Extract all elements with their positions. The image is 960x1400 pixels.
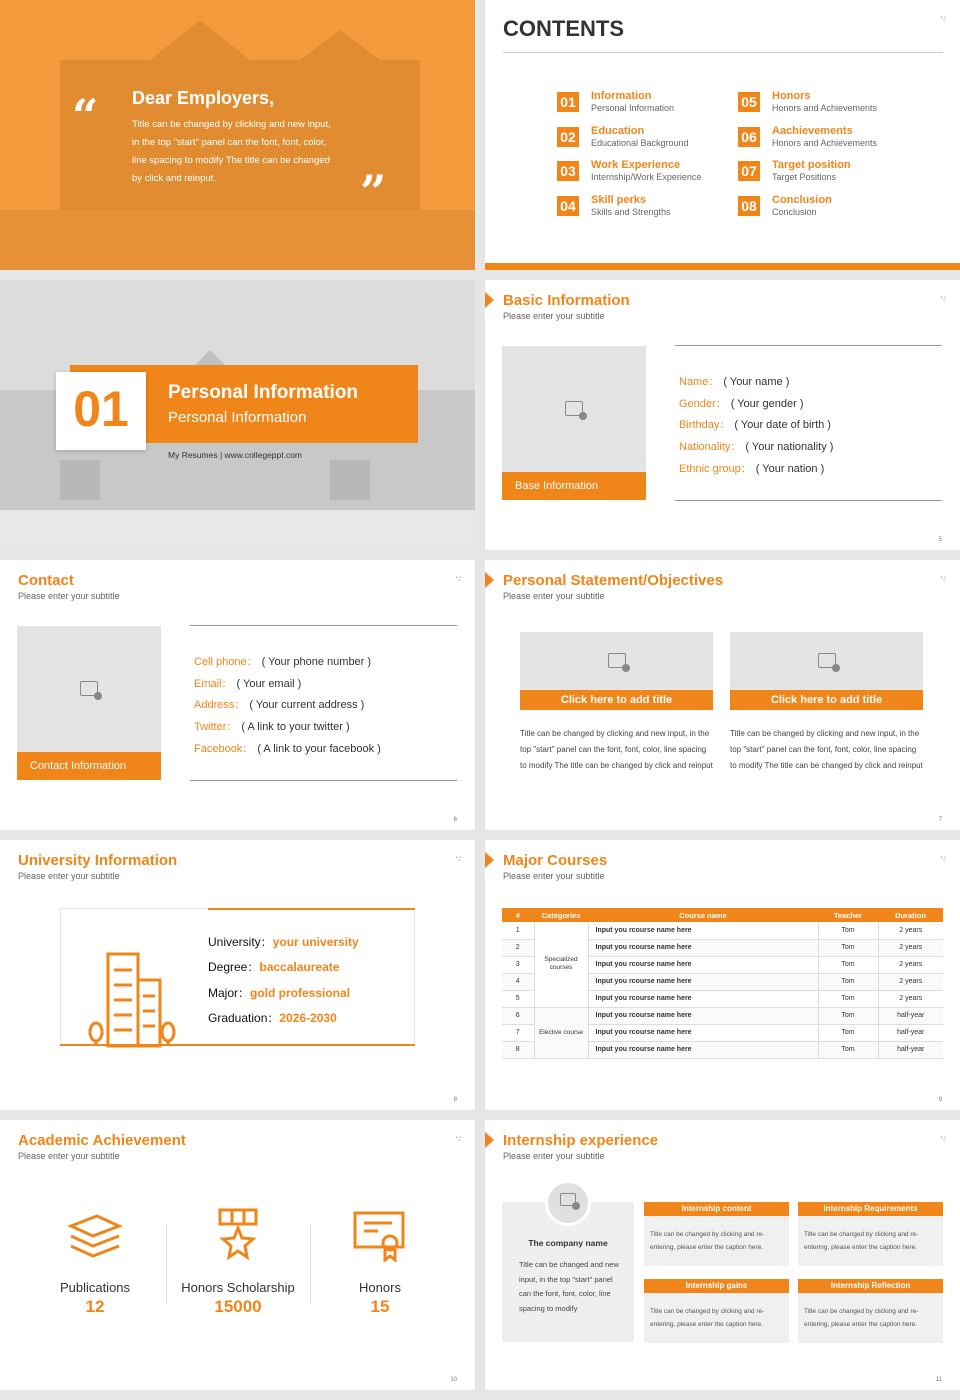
quote-open-icon: “ xyxy=(72,89,99,143)
image-icon xyxy=(608,653,626,668)
table-row xyxy=(502,1007,943,1024)
contents-number: 05 xyxy=(738,92,760,112)
field-row xyxy=(679,437,859,459)
logo: ▲ ▪▪ ▪▪▪ xyxy=(940,15,946,22)
row-number: 8 xyxy=(502,1041,534,1058)
table-header-cell: Duration xyxy=(878,908,943,922)
duration-cell: 2 years xyxy=(878,973,943,990)
title-arrow-icon xyxy=(485,572,494,588)
field-label: Name： xyxy=(679,376,720,388)
contents-item-title[interactable]: Aachievements xyxy=(772,124,853,137)
card-title-bar[interactable]: Click here to add title xyxy=(520,690,713,710)
slide-personal-statement xyxy=(485,560,960,830)
contents-item-sub: Skills and Strengths xyxy=(591,206,671,217)
slide-subtitle: Please enter your subtitle xyxy=(503,311,605,321)
duration-cell: half-year xyxy=(878,1041,943,1058)
card-text: Title can be changed by clicking and new input, in the top "start" panel can the font, font, color, line spacing to modify The title can be changed by click and reinput xyxy=(520,729,713,770)
contents-item-sub: Target Positions xyxy=(772,172,837,182)
slide-title: Major Courses xyxy=(503,852,608,869)
row-number: 6 xyxy=(502,1007,534,1024)
university-value[interactable]: gold professional xyxy=(250,985,351,1000)
duration-cell: half-year xyxy=(878,1007,943,1024)
page-number: 7 xyxy=(938,817,942,823)
field-value[interactable]: ( Your nation ) xyxy=(755,462,825,475)
field-label: Address： xyxy=(194,699,246,712)
contents-item-sub: Conclusion xyxy=(772,206,817,217)
contents-number: 07 xyxy=(738,161,760,181)
slide-major-courses xyxy=(485,840,960,1110)
contents-item-sub: Honors and Achievements xyxy=(772,103,878,113)
page-number: 11 xyxy=(935,1377,942,1383)
contents-item-sub: Internship/Work Experience xyxy=(591,172,702,182)
course-name-cell[interactable]: Input you rcourse name here xyxy=(588,990,818,1007)
title-arrow-icon xyxy=(485,1132,494,1148)
course-name-cell[interactable]: Input you rcourse name here xyxy=(588,973,818,990)
stat-value: 12 xyxy=(85,1297,105,1316)
duration-cell: 2 years xyxy=(878,939,943,956)
intern-box-text: Title can be changed by clicking and re-entering, please enter the caption here. xyxy=(804,1308,919,1328)
intern-box-text: Title can be changed by clicking and re-entering, please enter the caption here. xyxy=(650,1231,765,1251)
field-label: Email： xyxy=(194,677,233,690)
university-label: University： xyxy=(208,935,273,949)
field-label: Ethnic group： xyxy=(679,462,752,475)
field-label: Gender： xyxy=(679,397,727,410)
field-label: Facebook： xyxy=(194,742,254,755)
contents-item-title[interactable]: Conclusion xyxy=(772,193,832,206)
logo: ▲ ▪▪ ▪▪▪ xyxy=(940,855,946,862)
contents-item-title[interactable]: Education xyxy=(591,124,645,137)
line xyxy=(675,345,942,346)
section-title: Personal Information xyxy=(168,382,359,403)
course-table xyxy=(502,908,943,1059)
contents-title: CONTENTS xyxy=(503,16,624,41)
teacher-cell: Tom xyxy=(818,1007,878,1024)
logo: ▲ ▪▪ ▪▪▪ xyxy=(940,1135,946,1142)
university-top-line xyxy=(208,908,415,910)
contents-item-sub: Personal Information xyxy=(591,103,675,113)
slide-section-01 xyxy=(0,280,475,550)
image-icon xyxy=(818,653,836,668)
section-number: 01 xyxy=(73,381,129,437)
line xyxy=(190,780,457,781)
logo: ▲ ▪▪ ▪▪▪ xyxy=(940,575,946,582)
card-text: Title can be changed by clicking and new input, in the top "start" panel can the font, font, color, line spacing to modify The title can be changed by click and reinput xyxy=(730,729,923,770)
field-value[interactable]: ( A link to your twitter ) xyxy=(241,721,350,734)
logo: ▲ ▪▪ ▪▪▪ xyxy=(455,1135,461,1142)
slide-dear-employers xyxy=(0,0,475,270)
slide-subtitle: Please enter your subtitle xyxy=(503,591,605,601)
row-number: 3 xyxy=(502,956,534,973)
certificate-icon xyxy=(352,1210,408,1262)
field-value[interactable]: ( Your nationality ) xyxy=(745,441,834,454)
section-footer: My Resumes | www.collegeppt.com xyxy=(168,450,303,460)
title-arrow-icon xyxy=(485,852,494,868)
courses-table xyxy=(502,908,943,1059)
field-value[interactable]: ( Your date of birth ) xyxy=(734,419,831,432)
contact-fields xyxy=(194,652,464,761)
duration-cell: 2 years xyxy=(878,990,943,1007)
university-label: Major： xyxy=(208,985,251,1000)
university-row xyxy=(208,930,428,955)
slide-title: Contact xyxy=(18,572,74,589)
university-value[interactable]: baccalaureate xyxy=(259,960,340,975)
intern-box-title[interactable]: Internship gains xyxy=(644,1279,789,1293)
s1-heading: Dear Employers, xyxy=(132,88,275,108)
contents-item-title[interactable]: Information xyxy=(591,90,652,102)
bottom-bar xyxy=(485,263,960,270)
row-number: 5 xyxy=(502,990,534,1007)
image-icon xyxy=(565,401,583,416)
intern-box-text: Title can be changed by clicking and re-entering, please enter the caption here. xyxy=(650,1308,765,1328)
logo: ▲ ▪▪ ▪▪▪ xyxy=(455,855,461,862)
table-header-cell: # xyxy=(502,908,534,922)
medal-icon xyxy=(216,1208,260,1264)
stat-label: Honors xyxy=(359,1280,401,1295)
intern-box-title[interactable]: Internship Reflection xyxy=(798,1279,943,1293)
field-value[interactable]: ( Your name ) xyxy=(723,376,790,388)
line xyxy=(190,625,457,626)
slide-subtitle: Please enter your subtitle xyxy=(503,1151,605,1161)
university-row xyxy=(208,955,428,980)
intern-box-title[interactable]: Internship Requirements xyxy=(798,1202,943,1216)
company-name: The company name xyxy=(528,1238,608,1248)
duration-cell: 2 years xyxy=(878,956,943,973)
course-name-cell[interactable]: Input you rcourse name here xyxy=(588,1024,818,1041)
slide-contents xyxy=(485,0,960,270)
teacher-cell: Tom xyxy=(818,1024,878,1041)
field-value[interactable]: ( Your gender ) xyxy=(730,397,804,410)
university-bottom-line xyxy=(60,1044,415,1046)
teacher-cell: Tom xyxy=(818,973,878,990)
university-value[interactable]: your university xyxy=(272,935,359,949)
university-rows xyxy=(208,930,428,1031)
duration-cell: half-year xyxy=(878,1024,943,1041)
contents-number: 02 xyxy=(557,127,579,147)
slide-academic-achievement xyxy=(0,1120,475,1390)
field-label: Birthday： xyxy=(679,419,731,432)
quote-close-icon: ” xyxy=(360,165,387,219)
page-number: 10 xyxy=(450,1377,457,1383)
contents-item-title[interactable]: Honors xyxy=(772,90,811,102)
slide-title: Academic Achievement xyxy=(18,1132,186,1149)
field-row xyxy=(194,652,464,674)
contents-number: 01 xyxy=(557,92,579,112)
slide-title: Personal Statement/Objectives xyxy=(503,572,724,589)
university-row xyxy=(208,981,428,1006)
basic-fields xyxy=(679,372,859,481)
contents-item-sub: Educational Background xyxy=(591,137,689,148)
field-label: Twitter： xyxy=(194,721,238,734)
table-header-row xyxy=(502,908,943,922)
field-row xyxy=(679,394,859,416)
contents-item-title[interactable]: Skill perks xyxy=(591,193,647,206)
table-header-cell: Course name xyxy=(588,908,818,922)
field-row xyxy=(679,459,859,481)
course-name-cell[interactable]: Input you rcourse name here xyxy=(588,922,818,939)
title-arrow-icon xyxy=(485,292,494,308)
contents-number: 03 xyxy=(557,161,579,181)
slide-subtitle: Please enter your subtitle xyxy=(503,871,605,881)
stat-value: 15 xyxy=(370,1297,390,1316)
image-icon xyxy=(80,681,98,696)
teacher-cell: Tom xyxy=(818,939,878,956)
row-number: 7 xyxy=(502,1024,534,1041)
course-name-cell[interactable]: Input you rcourse name here xyxy=(588,1007,818,1024)
category-cell: Elective course xyxy=(534,1007,588,1058)
table-row xyxy=(502,922,943,939)
teacher-cell: Tom xyxy=(818,922,878,939)
card-title-bar[interactable]: Click here to add title xyxy=(730,690,923,710)
slide-title: Basic Information xyxy=(503,292,630,309)
field-row xyxy=(679,415,859,437)
slide-internship-experience xyxy=(485,1120,960,1390)
slide-subtitle: Please enter your subtitle xyxy=(18,1151,120,1161)
photo-caption-bar: Contact Information xyxy=(17,752,161,780)
contents-item-title[interactable]: Target position xyxy=(772,159,851,171)
page-number: 5 xyxy=(938,537,942,543)
university-row xyxy=(208,1006,428,1031)
page-number: 9 xyxy=(938,1097,942,1103)
intern-box-title[interactable]: Internship content xyxy=(644,1202,789,1216)
field-label: Nationality： xyxy=(679,441,742,454)
row-number: 4 xyxy=(502,973,534,990)
contents-item-title[interactable]: Work Experience xyxy=(591,159,681,171)
table-header-cell: Categories xyxy=(534,908,588,922)
field-value[interactable]: ( Your email ) xyxy=(236,677,302,690)
course-name-cell[interactable]: Input you rcourse name here xyxy=(588,939,818,956)
field-label: Cell phone： xyxy=(194,656,258,668)
slide-subtitle: Please enter your subtitle xyxy=(18,591,120,601)
teacher-cell: Tom xyxy=(818,1041,878,1058)
field-value[interactable]: ( Your phone number ) xyxy=(261,656,372,668)
field-value[interactable]: ( A link to your facebook ) xyxy=(257,742,381,755)
page-number: 8 xyxy=(453,1097,457,1103)
contents-item-sub: Honors and Achievements xyxy=(772,137,878,148)
slide-title: Internship experience xyxy=(503,1132,659,1149)
university-label: Graduation： xyxy=(208,1010,280,1025)
logo: ▲ ▪▪ ▪▪▪ xyxy=(455,575,461,582)
line xyxy=(675,500,942,501)
divider xyxy=(310,1225,311,1303)
slide-subtitle: Please enter your subtitle xyxy=(18,871,120,881)
s1-body: Title can be changed by clicking and new input, in the top "start" panel can the font, font, color, line spacing to modify The title can be changed by click and reinput. xyxy=(132,119,331,184)
page-number: 6 xyxy=(453,817,457,823)
row-number: 2 xyxy=(502,939,534,956)
logo: ▲ ▪▪ ▪▪▪ xyxy=(940,295,946,302)
course-name-cell[interactable]: Input you rcourse name here xyxy=(588,956,818,973)
field-row xyxy=(194,674,464,696)
teacher-cell: Tom xyxy=(818,956,878,973)
divider xyxy=(166,1225,167,1303)
stat-value: 15000 xyxy=(214,1297,262,1316)
field-row xyxy=(194,695,464,717)
university-label: Degree： xyxy=(208,960,260,975)
field-row xyxy=(194,717,464,739)
divider xyxy=(503,52,943,53)
course-name-cell[interactable]: Input you rcourse name here xyxy=(588,1041,818,1058)
category-cell: Specialized courses xyxy=(534,922,588,1007)
duration-cell: 2 years xyxy=(878,922,943,939)
image-icon xyxy=(560,1193,576,1206)
company-text: Title can be changed and new input, in the top "start" panel can the font, font, color, line spacing to modify xyxy=(519,1260,619,1313)
field-row xyxy=(194,739,464,761)
slide-university-information xyxy=(0,840,475,1110)
field-row xyxy=(679,372,859,394)
university-value[interactable]: 2026-2030 xyxy=(279,1010,337,1025)
contents-number: 08 xyxy=(738,196,760,216)
section-subtitle: Personal Information xyxy=(168,409,307,426)
slide-basic-information xyxy=(485,280,960,550)
contents-number: 06 xyxy=(738,127,760,147)
field-value[interactable]: ( Your current address ) xyxy=(249,699,365,712)
teacher-cell: Tom xyxy=(818,990,878,1007)
books-icon xyxy=(67,1212,123,1260)
table-header-cell: Teacher xyxy=(818,908,878,922)
stat-label: Publications xyxy=(59,1280,131,1295)
row-number: 1 xyxy=(502,922,534,939)
slide-title: University Information xyxy=(18,852,178,869)
contents-number: 04 xyxy=(557,196,579,216)
intern-box-text: Title can be changed by clicking and re-entering, please enter the caption here. xyxy=(804,1231,919,1251)
stat-label: Honors Scholarship xyxy=(181,1280,295,1295)
slide-contact xyxy=(0,560,475,830)
photo-caption-bar: Base Information xyxy=(502,472,646,500)
